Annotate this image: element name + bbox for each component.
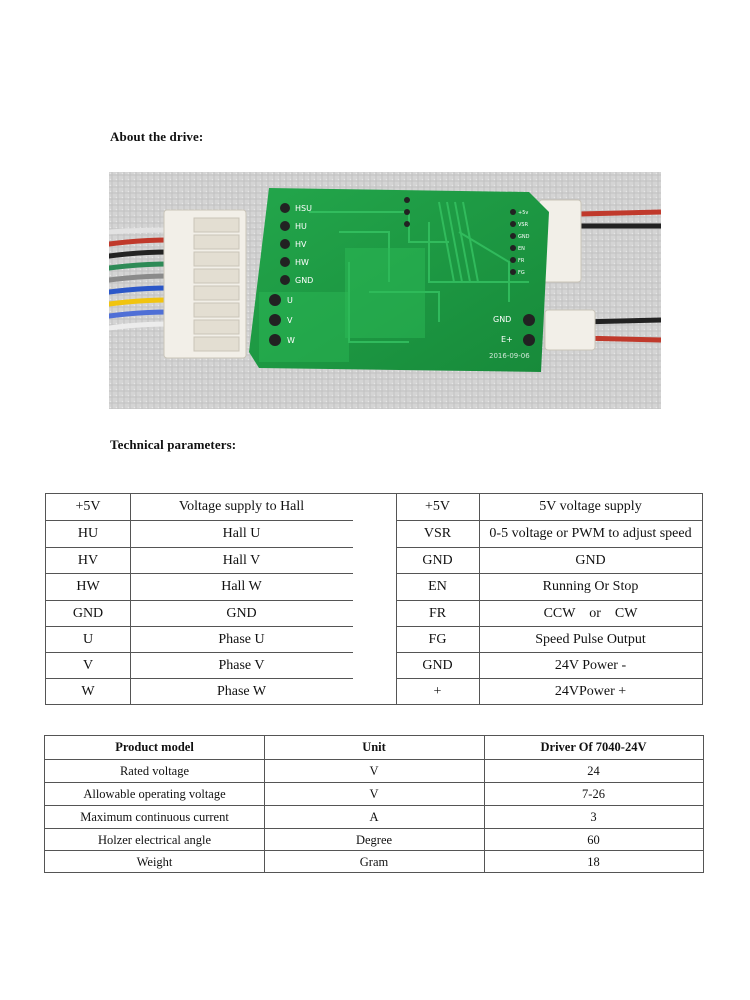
pin-table xyxy=(45,493,703,705)
pin-name: HW xyxy=(76,579,100,594)
spec-value: 3 xyxy=(590,810,597,824)
pin-desc: Running Or Stop xyxy=(542,579,639,594)
spec-row xyxy=(45,805,703,829)
board-label: +5v xyxy=(518,210,529,216)
pin-desc: Speed Pulse Output xyxy=(535,632,646,647)
spec-header-row xyxy=(45,736,703,759)
spec-unit: Degree xyxy=(355,833,393,847)
spec-param: Holzer electrical angle xyxy=(97,833,212,847)
pin-name: FR xyxy=(428,606,447,621)
spec-param: Maximum continuous current xyxy=(80,810,229,824)
pin-name: GND xyxy=(422,658,453,673)
board-label: V xyxy=(287,316,293,325)
pin-name: +5V xyxy=(424,499,450,514)
pin-name: EN xyxy=(428,579,447,594)
pin-name: HU xyxy=(77,526,99,541)
spec-row xyxy=(45,850,703,874)
pin-desc: 24V Power - xyxy=(554,658,627,673)
spec-value: 7-26 xyxy=(582,787,605,801)
pin-desc: Hall V xyxy=(222,553,261,568)
spec-value: 24 xyxy=(587,764,600,778)
spec-row xyxy=(45,828,703,852)
pin-desc: Hall U xyxy=(222,526,261,541)
board-label: EN xyxy=(518,246,525,252)
spec-unit: Gram xyxy=(359,855,389,869)
pin-desc: Phase W xyxy=(216,684,267,699)
pin-name: GND xyxy=(72,606,104,621)
board-label: HSU xyxy=(295,204,312,213)
spec-table xyxy=(44,735,704,873)
pin-name: W xyxy=(81,684,95,699)
board-label: GND xyxy=(295,276,314,285)
about-heading: About the drive: xyxy=(110,129,204,144)
technical-heading: Technical parameters: xyxy=(110,437,237,452)
board-label: FR xyxy=(518,258,525,264)
board-label: HU xyxy=(295,222,307,231)
board-label: FG xyxy=(518,270,525,276)
pin-desc: Voltage supply to Hall xyxy=(178,499,305,514)
spec-value: 60 xyxy=(587,833,600,847)
board-label: GND xyxy=(518,234,530,240)
pin-desc: Phase U xyxy=(218,632,265,647)
spec-row xyxy=(45,759,703,783)
board-date: 2016-09-06 xyxy=(489,352,530,360)
board-label: GND xyxy=(493,315,512,324)
pin-desc: 5V voltage supply xyxy=(539,499,642,514)
spec-header: Product model xyxy=(115,740,194,754)
spec-row xyxy=(45,782,703,806)
board-label: E+ xyxy=(501,335,513,344)
pin-desc: Phase V xyxy=(218,658,265,673)
pin-desc: Hall W xyxy=(221,579,262,594)
pin-name: + xyxy=(433,684,442,699)
spec-value: 18 xyxy=(587,855,600,869)
board-label: U xyxy=(287,296,293,305)
spec-unit: V xyxy=(369,764,379,778)
spec-param: Weight xyxy=(136,855,173,869)
pin-desc: GND xyxy=(575,553,606,568)
spec-header: Driver Of 7040-24V xyxy=(540,740,647,754)
pin-name: VSR xyxy=(423,526,452,541)
pin-name: V xyxy=(82,658,94,673)
pin-desc: GND xyxy=(226,606,257,621)
table-gap xyxy=(353,494,396,704)
pin-name: GND xyxy=(422,553,453,568)
board-label: W xyxy=(287,336,295,345)
board-label: HV xyxy=(295,240,307,249)
pin-desc: 24VPower + xyxy=(554,684,627,699)
spec-param: Allowable operating voltage xyxy=(83,787,226,801)
pin-name: HV xyxy=(77,553,99,568)
board-label: HW xyxy=(295,258,309,267)
pin-name: +5V xyxy=(75,499,101,514)
board-label: VSR xyxy=(518,222,529,228)
pin-name: U xyxy=(82,632,94,647)
driver-board-photo xyxy=(109,172,661,409)
pin-desc: CCW or CW xyxy=(543,606,638,621)
spec-param: Rated voltage xyxy=(119,764,190,778)
pin-desc: 0-5 voltage or PWM to adjust speed xyxy=(489,526,692,541)
pin-name: FG xyxy=(428,632,447,647)
spec-unit: A xyxy=(369,810,379,824)
spec-unit: V xyxy=(369,787,379,801)
spec-header: Unit xyxy=(362,740,386,754)
